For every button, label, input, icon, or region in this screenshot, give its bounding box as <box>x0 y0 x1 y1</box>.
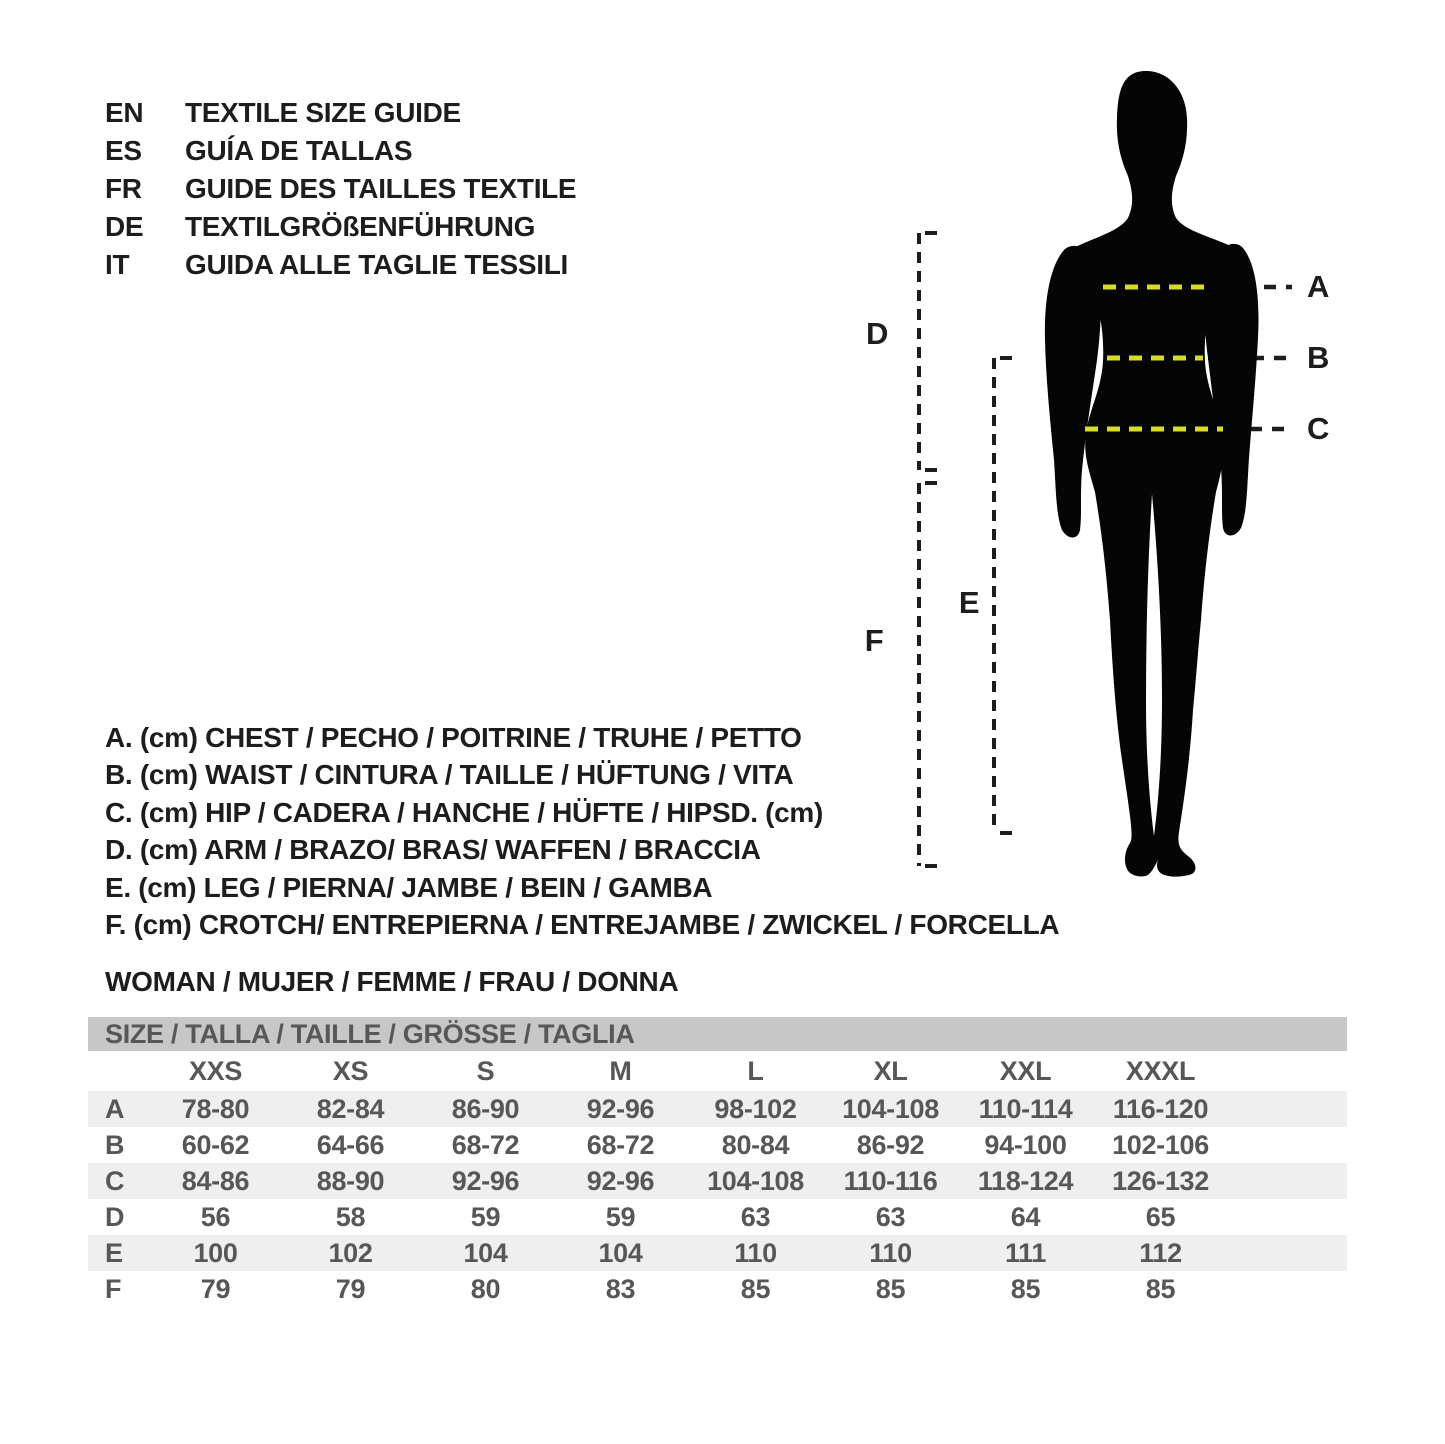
gender-heading: WOMAN / MUJER / FEMME / FRAU / DONNA <box>105 966 679 997</box>
size-column-header: XS <box>332 1055 369 1086</box>
table-row <box>88 1127 1347 1163</box>
size-value-cell: 86-90 <box>451 1093 520 1124</box>
size-value-cell: 118-124 <box>977 1165 1074 1196</box>
size-value-cell: 63 <box>875 1201 906 1232</box>
language-code: DE <box>105 211 144 242</box>
size-value-cell: 85 <box>1145 1273 1176 1304</box>
size-value-cell: 110 <box>734 1237 777 1268</box>
size-value-cell: 104 <box>463 1237 508 1268</box>
guide-title: GUÍA DE TALLAS <box>185 135 413 166</box>
size-value-cell: 116-120 <box>1112 1093 1209 1124</box>
size-value-cell: 88-90 <box>316 1165 385 1196</box>
size-value-cell: 102 <box>328 1237 373 1268</box>
table-row <box>88 1235 1347 1271</box>
size-value-cell: 79 <box>335 1273 366 1304</box>
size-table-title-bar: SIZE / TALLA / TAILLE / GRÖSSE / TAGLIA <box>88 1017 1347 1051</box>
size-value-cell: 68-72 <box>451 1129 520 1160</box>
size-value-cell: 86-92 <box>856 1129 925 1160</box>
marker-label-arm: D <box>865 316 889 351</box>
size-value-cell: 110-114 <box>978 1093 1073 1124</box>
language-code: IT <box>105 249 130 280</box>
row-label: C <box>105 1165 125 1196</box>
size-value-cell: 80 <box>470 1273 501 1304</box>
size-value-cell: 92-96 <box>586 1093 655 1124</box>
size-value-cell: 94-100 <box>984 1129 1067 1160</box>
size-value-cell: 102-106 <box>1112 1129 1209 1160</box>
size-column-header: XXXL <box>1125 1055 1196 1086</box>
row-label: D <box>105 1201 125 1232</box>
size-value-cell: 104-108 <box>842 1093 939 1124</box>
guide-title: GUIDE DES TAILLES TEXTILE <box>185 173 577 204</box>
legend-line: C. (cm) HIP / CADERA / HANCHE / HÜFTE / HIPSD. (cm) <box>105 796 823 828</box>
guide-title: GUIDA ALLE TAGLIE TESSILI <box>185 249 568 280</box>
table-row <box>88 1091 1347 1127</box>
size-value-cell: 126-132 <box>1112 1165 1209 1196</box>
body-measure-dashes <box>1085 287 1223 429</box>
size-value-cell: 92-96 <box>586 1165 655 1196</box>
size-value-cell: 85 <box>1010 1273 1041 1304</box>
language-title-row <box>105 208 576 246</box>
size-value-cell: 60-62 <box>181 1129 250 1160</box>
measurement-legend <box>105 719 1059 944</box>
size-value-cell: 80-84 <box>721 1129 790 1160</box>
size-value-cell: 104-108 <box>707 1165 804 1196</box>
row-label: A <box>105 1093 125 1124</box>
size-value-cell: 63 <box>740 1201 771 1232</box>
legend-line: E. (cm) LEG / PIERNA/ JAMBE / BEIN / GAMBA <box>105 871 713 903</box>
indicator-lines <box>1208 287 1292 429</box>
size-value-cell: 64-66 <box>316 1129 385 1160</box>
language-code: ES <box>105 135 142 166</box>
size-value-cell: 58 <box>335 1201 366 1232</box>
size-value-cell: 59 <box>470 1201 501 1232</box>
language-title-row <box>105 246 576 284</box>
marker-label-waist: B <box>1306 340 1330 375</box>
size-value-cell: 82-84 <box>316 1093 385 1124</box>
size-value-cell: 56 <box>200 1201 231 1232</box>
size-column-header: XXS <box>188 1055 243 1086</box>
size-value-cell: 79 <box>200 1273 231 1304</box>
row-label: B <box>105 1129 125 1160</box>
size-column-header: M <box>609 1055 632 1086</box>
left-arm-shape <box>1045 246 1101 538</box>
legend-line: B. (cm) WAIST / CINTURA / TAILLE / HÜFTUNG / VITA <box>105 759 794 791</box>
size-column-header: XL <box>873 1055 908 1086</box>
language-code: FR <box>105 173 142 204</box>
table-row <box>88 1199 1347 1235</box>
size-value-cell: 100 <box>193 1237 238 1268</box>
size-value-cell: 64 <box>1010 1201 1041 1232</box>
guide-title: TEXTILE SIZE GUIDE <box>185 97 461 128</box>
right-arm-shape <box>1204 244 1258 536</box>
legend-line: D. (cm) ARM / BRAZO/ BRAS/ WAFFEN / BRACCIA <box>105 834 761 866</box>
size-value-cell: 98-102 <box>714 1093 797 1124</box>
language-title-list <box>105 94 576 284</box>
guide-title: TEXTILGRÖßENFÜHRUNG <box>185 211 536 242</box>
size-table <box>88 1017 1347 1307</box>
woman-silhouette <box>1045 71 1259 877</box>
size-value-cell: 104 <box>598 1237 643 1268</box>
table-row <box>88 1163 1347 1199</box>
row-label: E <box>105 1237 123 1268</box>
language-title-row <box>105 170 576 208</box>
size-column-header: L <box>747 1055 764 1086</box>
row-label: F <box>105 1273 122 1304</box>
size-value-cell: 65 <box>1145 1201 1176 1232</box>
marker-label-chest: A <box>1306 269 1330 304</box>
marker-label-leg: E <box>958 585 980 620</box>
marker-label-hip: C <box>1306 411 1330 446</box>
legend-line: F. (cm) CROTCH/ ENTREPIERNA / ENTREJAMBE / ZWICKEL / FORCELLA <box>105 909 1060 941</box>
size-value-cell: 59 <box>605 1201 636 1232</box>
body-shape <box>1064 71 1244 877</box>
size-value-cell: 84-86 <box>181 1165 250 1196</box>
language-title-row <box>105 94 576 132</box>
size-value-cell: 85 <box>740 1273 771 1304</box>
size-table-grid <box>88 1051 1347 1307</box>
size-value-cell: 85 <box>875 1273 906 1304</box>
size-column-header: XXL <box>999 1055 1052 1086</box>
marker-label-crotch: F <box>864 623 884 658</box>
size-value-cell: 111 <box>1004 1237 1047 1268</box>
size-value-cell: 83 <box>605 1273 636 1304</box>
language-code: EN <box>105 97 144 128</box>
legend-line: A. (cm) CHEST / PECHO / POITRINE / TRUHE / PETTO <box>105 721 802 753</box>
size-column-header: S <box>476 1055 495 1086</box>
size-value-cell: 110-116 <box>843 1165 938 1196</box>
size-columns-row <box>88 1051 1347 1091</box>
size-value-cell: 68-72 <box>586 1129 655 1160</box>
table-row <box>88 1271 1347 1307</box>
size-value-cell: 92-96 <box>451 1165 520 1196</box>
language-title-row <box>105 132 576 170</box>
size-value-cell: 110 <box>869 1237 912 1268</box>
size-value-cell: 112 <box>1139 1237 1182 1268</box>
size-value-cell: 78-80 <box>181 1093 250 1124</box>
